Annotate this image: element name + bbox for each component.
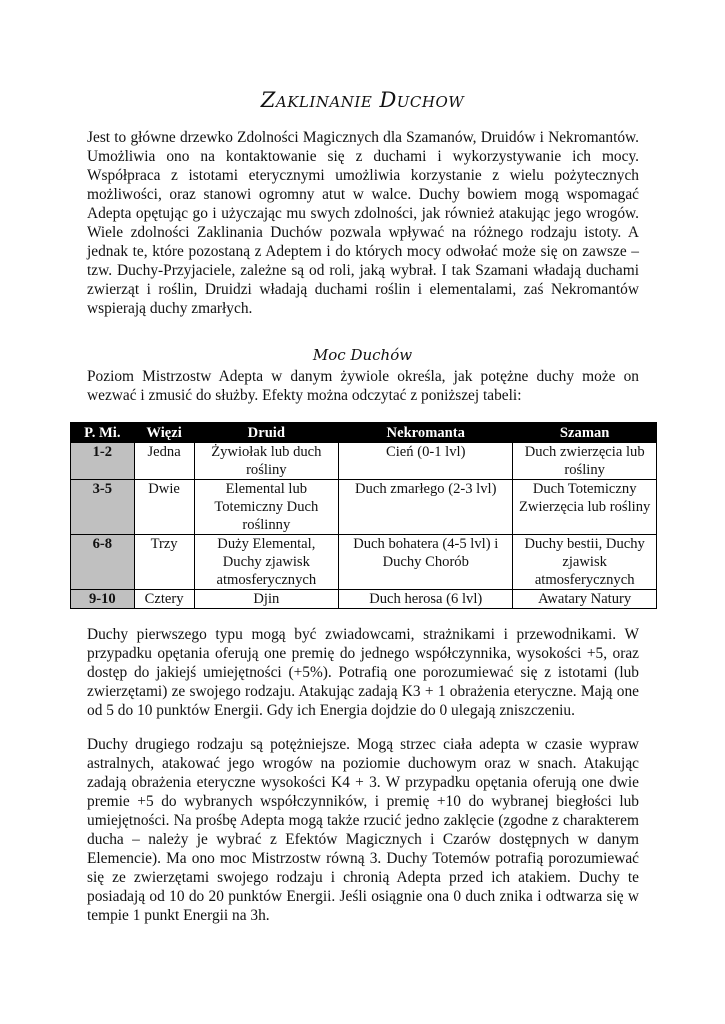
cell-level: 1-2 — [71, 443, 135, 480]
cell-bonds: Trzy — [134, 535, 194, 590]
cell-druid: Duży Elemental, Duchy zjawisk atmosferycznych — [194, 535, 339, 590]
cell-druid: Elemental lub Totemiczny Duch roślinny — [194, 480, 339, 535]
cell-bonds: Jedna — [134, 443, 194, 480]
cell-necromancer: Duch herosa (6 lvl) — [339, 590, 513, 609]
cell-level: 9-10 — [71, 590, 135, 609]
power-intro-paragraph: Poziom Mistrzostw Adepta w danym żywiole określa, jak potężne duchy może on wezwać i zmusić do służby. Efekty można odczytać z poniższej tabeli: — [87, 368, 639, 404]
table-row — [71, 480, 657, 535]
table-row — [71, 443, 657, 480]
spirit-level-table — [70, 422, 657, 609]
cell-necromancer: Duch bohatera (4-5 lvl) i Duchy Chorób — [339, 535, 513, 590]
cell-shaman: Duch zwierzęcia lub rośliny — [513, 443, 657, 480]
cell-level: 6-8 — [71, 535, 135, 590]
section-heading-spirit-power: Moc Duchów — [312, 346, 413, 364]
cell-druid: Djin — [194, 590, 339, 609]
table-row — [71, 590, 657, 609]
table-row — [71, 535, 657, 590]
cell-bonds: Cztery — [134, 590, 194, 609]
intro-paragraph: Jest to główne drzewko Zdolności Magicznych dla Szamanów, Druidów i Nekromantów. Umożliwia ono na kontaktowanie się z duchami i wykorzystywanie ich mocy. Współpraca z istotami eterycznymi umożliwia korzystanie z wielu pożytecznych możliwości, oraz stanowi ogromny atut w walce. Duchy bowiem mogą wspomagać Adepta opętując go i użyczając mu swych zdolności, jak również atakując jego wrogów. Wiele zdolności Zaklinania Duchów pozwala wpływać na różnego rodzaju istoty. A jednak te, które pozostaną z Adeptem i do których mocy odwołać może się on zawsze – tzw. Duchy-Przyjaciele, zależne są od roli, jaką wybrał. I tak Szamani władają duchami zwierząt i roślin, Druidzi władają duchami roślin i elementalami, zaś Nekromantów wspierają duchy zmarłych. — [87, 129, 639, 317]
cell-shaman: Duchy bestii, Duchy zjawisk atmosferycznych — [513, 535, 657, 590]
cell-shaman: Duch Totemiczny Zwierzęcia lub rośliny — [513, 480, 657, 535]
header-druid: Druid — [194, 423, 339, 443]
page-title: Zaklinanie Duchow — [260, 88, 465, 112]
table-header-row — [71, 423, 657, 443]
header-bonds: Więzi — [134, 423, 194, 443]
cell-shaman: Awatary Natury — [513, 590, 657, 609]
cell-level: 3-5 — [71, 480, 135, 535]
second-type-paragraph: Duchy drugiego rodzaju są potężniejsze. Mogą strzec ciała adepta w czasie wypraw astralnych, atakować jego wrogów na poziomie duchowym oraz w snach. Atakując zadają obrażenia eteryczne wysokości K4 + 3. W przypadku opętania oferują one dwie premie +5 do wybranych współczynników, i premię +10 do wybranej biegłości lub umiejętności. Na prośbę Adepta mogą także rzucić jedno zaklęcie (zgodne z charakterem ducha – należy je wybrać z Efektów Magicznych i Czarów dostępnych w danym Elemencie). Ma ono moc Mistrzostw równą 3. Duchy Totemów potrafią porozumiewać się ze zwierzętami swojego rodzaju i chronią Adepta przed ich atakiem. Duchy te posiadają od 10 do 20 punktów Energii. Jeśli osiągnie ona 0 duch znika i odtwarza się w tempie 1 punkt Energii na 3h. — [87, 736, 639, 924]
cell-necromancer: Cień (0-1 lvl) — [339, 443, 513, 480]
cell-druid: Żywiołak lub duch rośliny — [194, 443, 339, 480]
header-necromancer: Nekromanta — [339, 423, 513, 443]
header-shaman: Szaman — [513, 423, 657, 443]
first-type-paragraph: Duchy pierwszego typu mogą być zwiadowcami, strażnikami i przewodnikami. W przypadku opętania oferują one premię do jednego współczynnika, wysokości +5, oraz dostęp do jakiejś umiejętności (+5%). Potrafią one porozumiewać się z istotami (lub zwierzętami) ze swojego rodzaju. Atakując zadają K3 + 1 obrażenia eteryczne. Mają one od 5 do 10 punktów Energii. Gdy ich Energia dojdzie do 0 ulegają zniszczeniu. — [87, 626, 639, 719]
cell-necromancer: Duch zmarłego (2-3 lvl) — [339, 480, 513, 535]
header-mastery-level: P. Mi. — [71, 423, 135, 443]
cell-bonds: Dwie — [134, 480, 194, 535]
